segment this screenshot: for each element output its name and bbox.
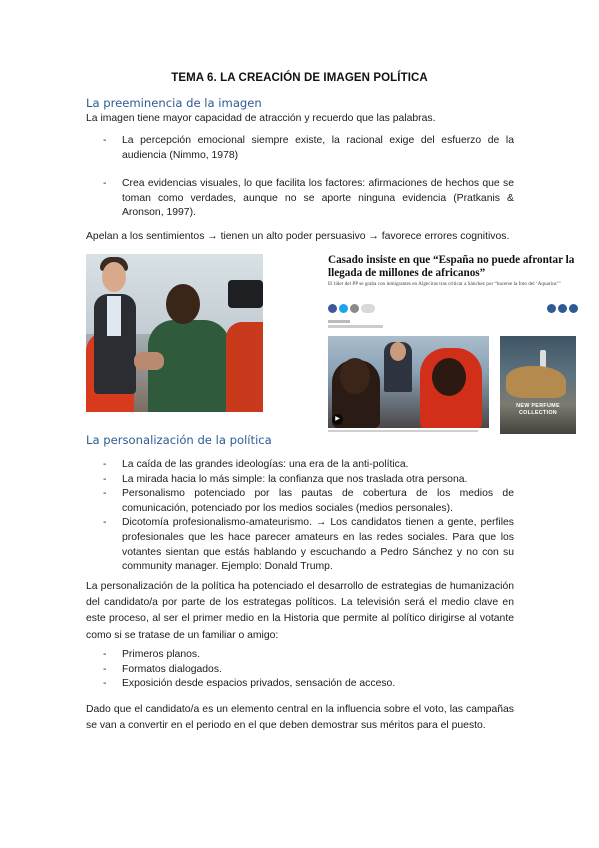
page-title: TEMA 6. LA CREACIÓN DE IMAGEN POLÍTICA bbox=[171, 72, 428, 84]
list-item: - La caída de las grandes ideologías: una era de la anti-política. bbox=[103, 458, 514, 473]
perfume-ad bbox=[500, 336, 576, 434]
list-item: - Exposición desde espacios privados, sensación de acceso. bbox=[103, 677, 514, 692]
intro-paragraph: La imagen tiene mayor capacidad de atracción y recuerdo que las palabras. bbox=[86, 113, 436, 124]
list-item: - La mirada hacia lo más simple: la confianza que nos traslada otra persona. bbox=[103, 473, 514, 488]
play-icon: ▶ bbox=[332, 414, 343, 425]
section-heading-imagen: La preeminencia de la imagen bbox=[86, 96, 262, 110]
news-article-screenshot bbox=[328, 254, 578, 434]
twitter-icon bbox=[339, 304, 348, 313]
closing-paragraph-imagen: Apelan a los sentimientos → tienen un alto poder persuasivo → favorece errores cognitivos. bbox=[86, 231, 510, 242]
photo-caption bbox=[328, 430, 489, 432]
list-item: - La percepción emocional siempre existe, la racional exige del esfuerzo de la audiencia (Nimmo, 1978) bbox=[103, 134, 514, 163]
bullet-list-imagen bbox=[103, 134, 514, 221]
bullet-list-personalizacion bbox=[103, 458, 514, 575]
list-item: - Formatos dialogados. bbox=[103, 663, 514, 678]
list-item: - Dicotomía profesionalismo-amateurismo. → Los candidatos tienen a gente, perfiles profesionales que les hace parecer amateurs en las redes sociales. Para que los votantes sientan que estás hablando y escuchando a Pedro Sánchez y no con su community manager. Ejemplo: Donald Trump. bbox=[103, 516, 514, 574]
article-headline: Casado insiste en que “España no puede afrontar la llegada de millones de africanos” bbox=[328, 254, 575, 279]
closing-paragraph-personalizacion: Dado que el candidato/a es un elemento central en la influencia sobre el voto, las campañas se van a convertir en el periodo en el que deben demostrar sus méritos para el puesto. bbox=[86, 704, 514, 732]
article-subtitle: El líder del PP se graba con inmigrantes en Algeciras tras criticar a Sánchez por “hacerse la foto del ‘Aquarius’” bbox=[328, 281, 561, 287]
share-icon bbox=[350, 304, 359, 313]
humanization-paragraph: La personalización de la política ha potenciado el desarrollo de estrategias de humanización del candidato/a por parte de los estrategas políticos. La televisión será el medio clave en este proceso, al ser el primer medio en la Historia que permite al político dirigirse al votante como si se tratase de un familiar o amigo: bbox=[86, 581, 514, 641]
casado-handshake-photo bbox=[86, 254, 263, 412]
article-byline bbox=[328, 320, 408, 328]
mail-icon bbox=[558, 304, 567, 313]
favorite-icon bbox=[547, 304, 556, 313]
list-item: - Primeros planos. bbox=[103, 648, 514, 663]
ad-text: NEW PERFUME COLLECTION bbox=[516, 403, 560, 416]
print-icon bbox=[569, 304, 578, 313]
bullet-list-tv bbox=[103, 648, 514, 692]
section-heading-personalizacion: La personalización de la política bbox=[86, 433, 272, 447]
facebook-icon bbox=[328, 304, 337, 313]
comment-count-icon bbox=[361, 304, 375, 313]
social-share-bar bbox=[328, 304, 578, 316]
article-photo bbox=[328, 336, 489, 428]
list-item: - Crea evidencias visuales, lo que facilita los factores: afirmaciones de hechos que se toman como verdades, aunque no se aporte ninguna evidencia (Pratkanis & Aronson, 1997). bbox=[103, 177, 514, 221]
list-item: - Personalismo potenciado por las pautas de cobertura de los medios de comunicación, potenciado por los medios sociales (medios personales). bbox=[103, 487, 514, 516]
